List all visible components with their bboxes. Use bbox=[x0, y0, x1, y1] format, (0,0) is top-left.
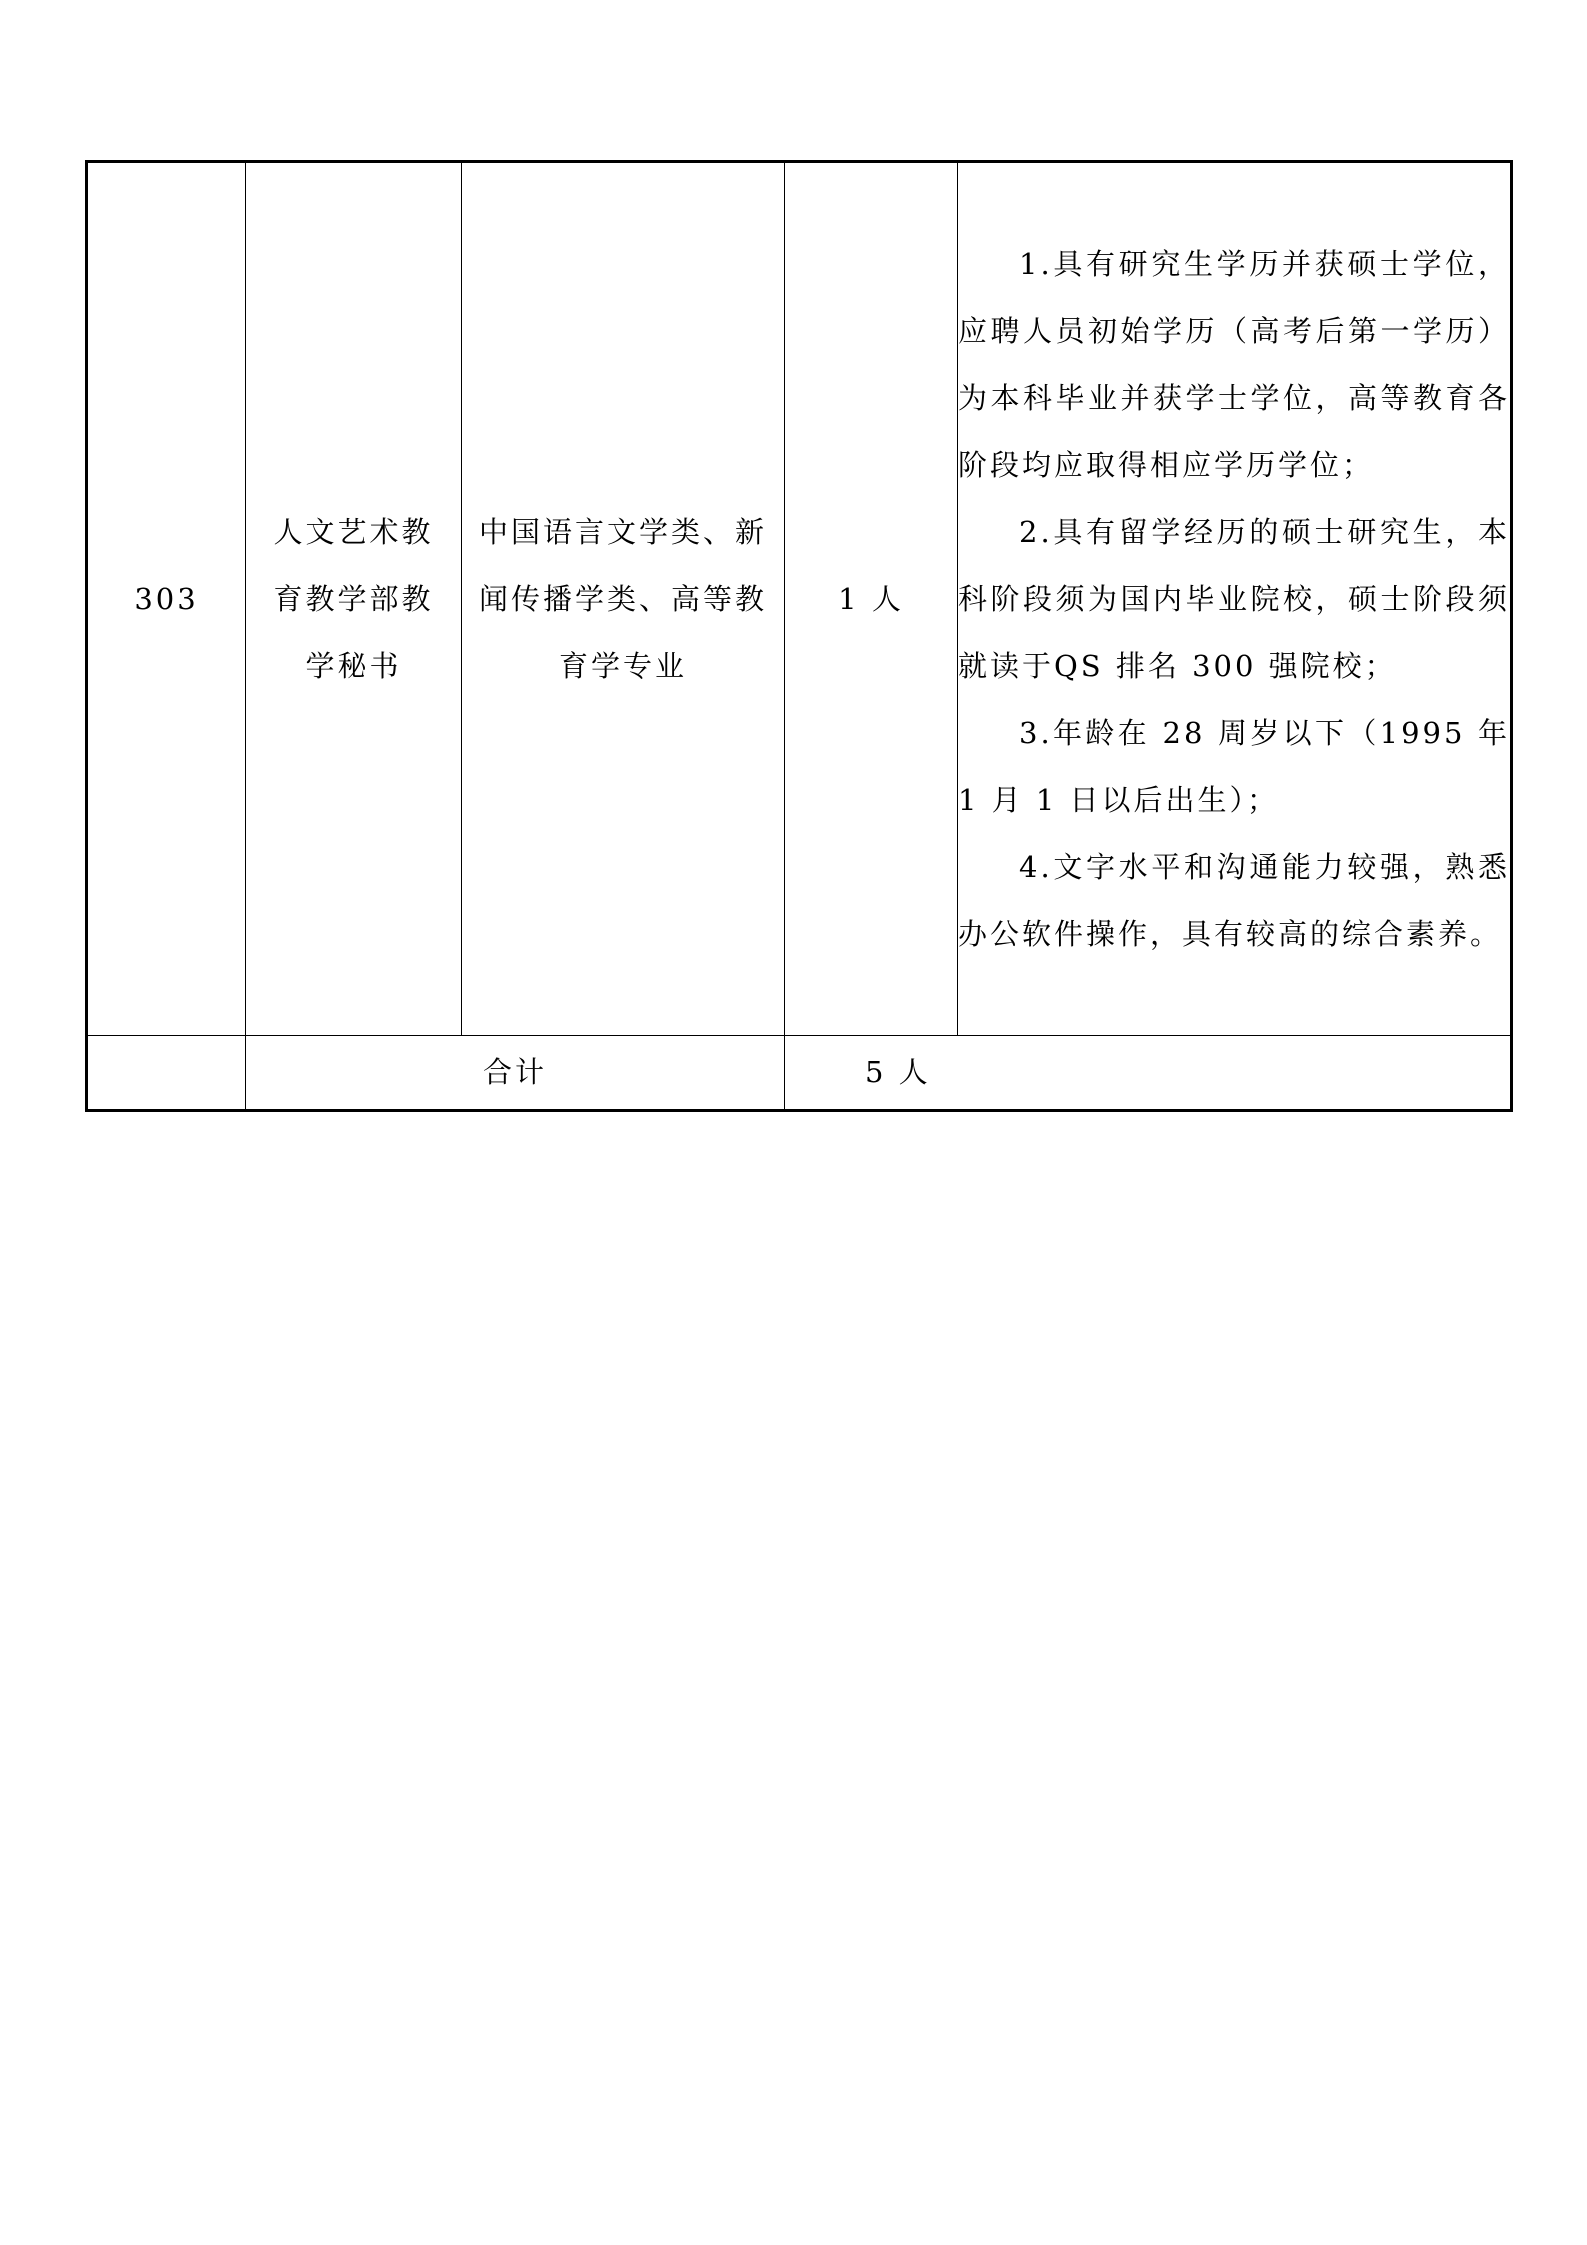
requirement-item: 4.文字水平和沟通能力较强，熟悉办公软件操作，具有较高的综合素养。 bbox=[958, 849, 1510, 951]
requirement-item: 3.年龄在 28 周岁以下（1995 年 1 月 1 日以后出生）； bbox=[958, 715, 1510, 817]
major-requirement: 中国语言文学类、新闻传播学类、高等教育学专业 bbox=[478, 514, 767, 683]
position-name-cell bbox=[246, 162, 462, 1036]
headcount-cell bbox=[785, 162, 958, 1036]
total-row bbox=[87, 1036, 1512, 1111]
position-table bbox=[85, 160, 1513, 1112]
total-label: 合计 bbox=[482, 1055, 547, 1089]
major-cell bbox=[462, 162, 785, 1036]
position-code-cell bbox=[87, 162, 246, 1036]
total-count-cell bbox=[785, 1036, 1512, 1111]
position-code: 303 bbox=[134, 581, 199, 616]
requirement-item: 2.具有留学经历的硕士研究生，本科阶段须为国内毕业院校，硕士阶段须就读于QS 排名 300 强院校； bbox=[958, 514, 1510, 683]
total-count: 5 人 bbox=[865, 1055, 931, 1089]
total-empty-cell bbox=[87, 1036, 246, 1111]
requirement-item: 1.具有研究生学历并获硕士学位，应聘人员初始学历（高考后第一学历）为本科毕业并获学士学位，高等教育各阶段均应取得相应学历学位； bbox=[958, 246, 1510, 482]
position-name: 人文艺术教育教学部教学秘书 bbox=[273, 514, 434, 683]
total-label-cell bbox=[246, 1036, 785, 1111]
headcount: 1 人 bbox=[838, 581, 904, 616]
table-row bbox=[87, 162, 1512, 1036]
requirements-cell bbox=[958, 162, 1512, 1036]
